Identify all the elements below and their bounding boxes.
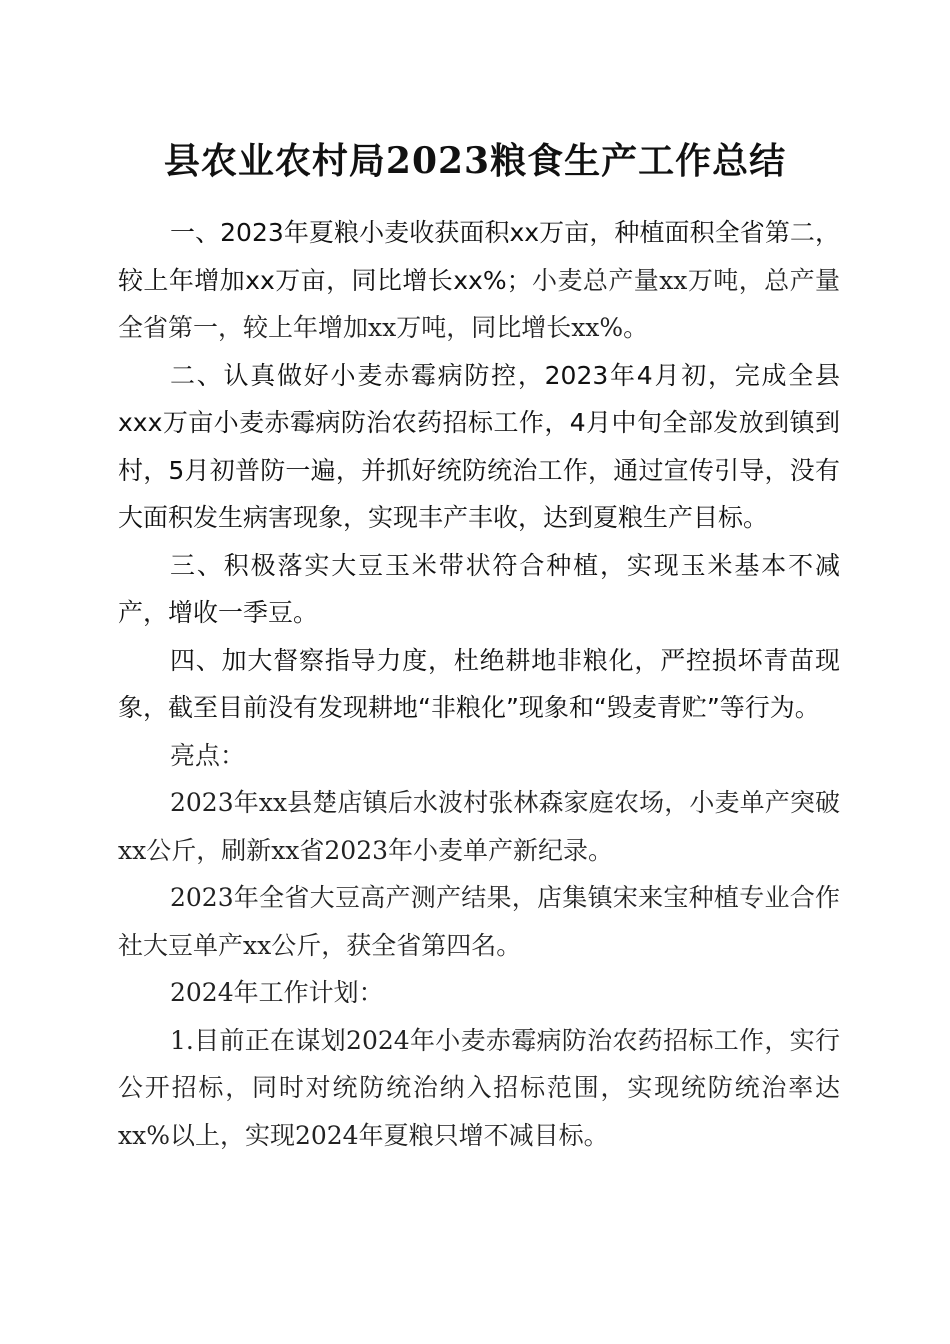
- paragraph-text: 四、加大督察指导力度，杜绝耕地非粮化，严控损坏青苗现象，截至目前没有发现耕地“非粮化”现象和“毁麦青贮”等行为。: [118, 645, 840, 722]
- paragraph-text: 2023年xx县楚店镇后水波村张林森家庭农场，小麦单产突破xx公斤，刷新xx省2023年小麦单产新纪录。: [118, 788, 840, 865]
- paragraph-supervision: [118, 638, 840, 733]
- paragraph-plan-item-1: [118, 1018, 840, 1161]
- paragraph-summary-wheat: [118, 210, 840, 353]
- paragraph-highlight-farm: [118, 780, 840, 875]
- paragraph-highlight-soybean: [118, 875, 840, 970]
- paragraph-text: 2023年全省大豆高产测产结果，店集镇宋来宝种植专业合作社大豆单产xx公斤，获全省第四名。: [118, 883, 840, 960]
- paragraph-text: 小麦总产量xx万吨，总产量全省第一，较上年增加xx万吨，同比增长xx%。: [118, 265, 841, 342]
- paragraph-text: 2024年工作计划：: [170, 978, 384, 1007]
- paragraph-text: 亮点：: [170, 740, 246, 770]
- section-heading-plan: [118, 970, 840, 1018]
- paragraph-text: 1.目前正在谋划2024年小麦赤霉病防治农药招标工作，实行公开招标，同时对统防统治纳入招标范围，实现统防统治率达xx%以上，实现2024年夏粮只增不减目标。: [118, 1025, 840, 1150]
- paragraph-text: 一、2023年夏粮小麦收获面积xx万亩，种植面积全省第二，较上年增加xx万亩，同比增长xx%；: [118, 218, 840, 295]
- document-body: [118, 210, 840, 1160]
- page-title: 县农业农村局2023粮食生产工作总结: [163, 140, 787, 182]
- paragraph-soybean-corn: [118, 543, 840, 638]
- section-heading-highlights: [118, 733, 840, 781]
- paragraph-text: 三、积极落实大豆玉米带状符合种植，实现玉米基本不减产，增收一季豆。: [118, 550, 840, 627]
- paragraph-text: 二、认真做好小麦赤霉病防控，2023年4月初，完成全县xxx万亩小麦赤霉病防治农药招标工作，4月中旬全部发放到镇到村，5月初普防一遍，并抓好统防统治工作，通过宣传引导，没有大面积发生病害现象，实现丰产丰收，达到夏粮生产目标。: [118, 360, 840, 532]
- paragraph-disease-control: [118, 353, 840, 543]
